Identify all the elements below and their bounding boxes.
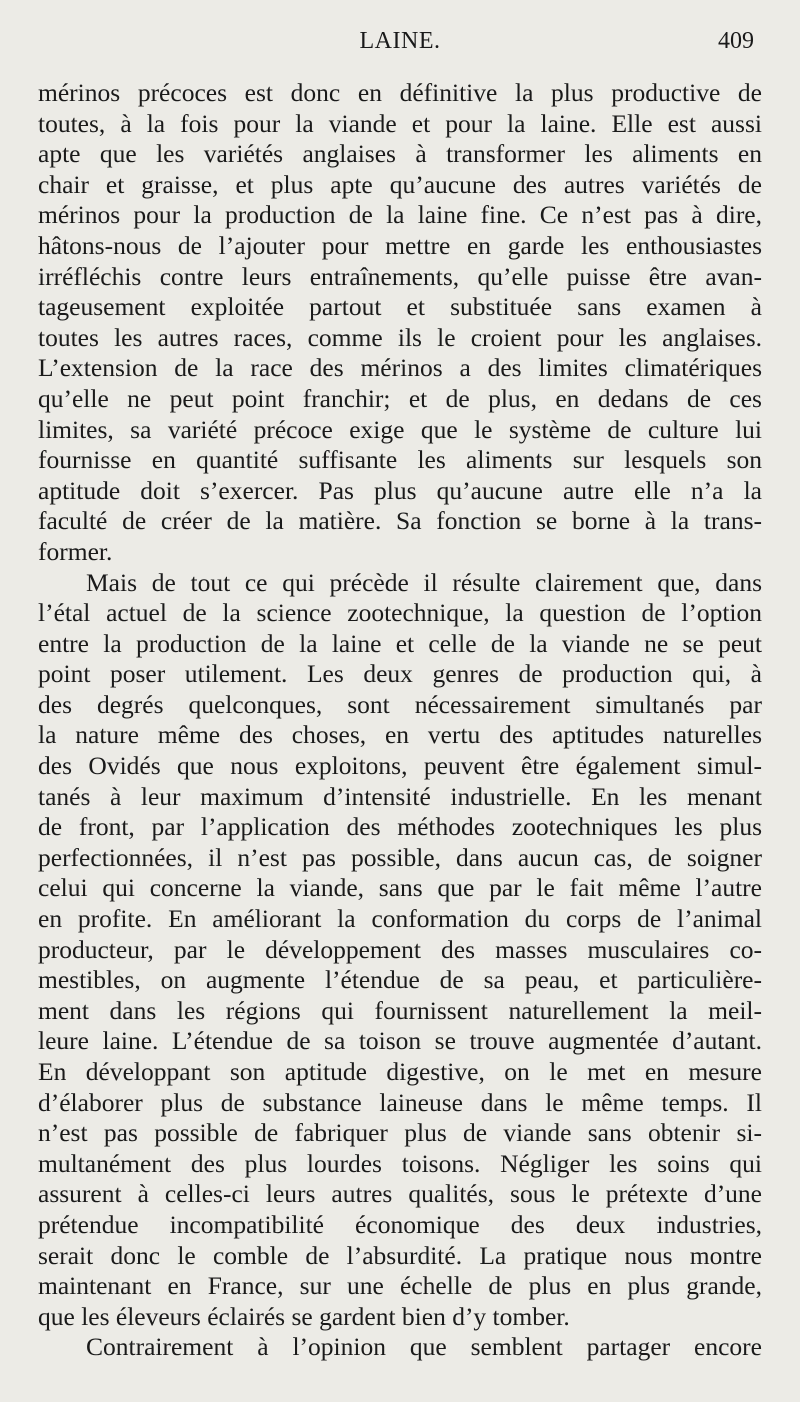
text-line: Mais de tout ce qui précède il résulte clairement que, dans — [86, 567, 762, 597]
text-line: hâtons-nous de l’ajouter pour mettre en garde les enthousiastes — [38, 230, 762, 260]
text-line: la nature même des choses, en vertu des aptitudes naturelles — [38, 720, 762, 750]
running-title: LAINE. — [359, 28, 441, 54]
text-line: faculté de créer de la matière. Sa fonction se borne à la trans- — [38, 506, 762, 536]
text-line: Contrairement à l’opinion que semblent partager encore — [86, 1332, 762, 1362]
text-line: limites, sa variété précoce exige que le système de culture lui — [38, 414, 762, 444]
text-line: prétendue incompatibilité économique des deux industries, — [38, 1209, 762, 1239]
text-line: maintenant en France, sur une échelle de plus en plus grande, — [38, 1271, 762, 1301]
page-header — [38, 28, 762, 62]
text-line: toutes, à la fois pour la viande et pour la laine. Elle est aussi — [38, 108, 762, 138]
body-text — [38, 78, 762, 1363]
text-line: irréfléchis contre leurs entraînements, qu’elle puisse être avan- — [38, 261, 762, 291]
text-line: en profite. En améliorant la conformation du corps de l’animal — [38, 904, 762, 934]
text-line: mérinos précoces est donc en définitive la plus productive de — [38, 78, 762, 107]
text-line: entre la production de la laine et celle de la viande ne se peut — [38, 628, 762, 658]
text-line: n’est pas possible de fabriquer plus de viande sans obtenir si- — [38, 1118, 762, 1148]
text-line: mérinos pour la production de la laine fine. Ce n’est pas à dire, — [38, 200, 762, 230]
text-line: fournisse en quantité suffisante les aliments sur lesquels son — [38, 445, 762, 475]
text-line: de front, par l’application des méthodes zootechniques les plus — [38, 812, 762, 842]
text-line: des degrés quelconques, sont nécessairement simultanés par — [38, 689, 762, 719]
text-line: En développant son aptitude digestive, on le met en mesure — [38, 1057, 762, 1086]
text-line: serait donc le comble de l’absurdité. La pratique nous montre — [38, 1240, 762, 1270]
text-line: des Ovidés que nous exploitons, peuvent être également simul- — [38, 751, 762, 781]
text-line: producteur, par le développement des masses musculaires co- — [38, 934, 762, 964]
text-line: mestibles, on augmente l’étendue de sa peau, et particulière- — [38, 965, 762, 995]
text-line: perfectionnées, il n’est pas possible, dans aucun cas, de soigner — [38, 842, 762, 872]
text-line: multanément des plus lourdes toisons. Négliger les soins qui — [38, 1148, 762, 1178]
text-line: L’extension de la race des mérinos a des limites climatériques — [38, 353, 762, 383]
text-line: chair et graisse, et plus apte qu’aucune des autres variétés de — [38, 169, 762, 199]
text-line: tanés à leur maximum d’intensité industrielle. En les menant — [38, 781, 762, 811]
text-line: l’étal actuel de la science zootechnique, la question de l’option — [38, 598, 762, 628]
text-line: d’élaborer plus de substance laineuse dans le même temps. Il — [38, 1087, 762, 1117]
text-line: aptitude doit s’exercer. Pas plus qu’aucune autre elle n’a la — [38, 475, 762, 505]
text-line: qu’elle ne peut point franchir; et de plus, en dedans de ces — [38, 383, 762, 413]
text-line: apte que les variétés anglaises à transformer les aliments en — [38, 139, 762, 169]
text-line: leure laine. L’étendue de sa toison se trouve augmentée d’autant. — [38, 1026, 762, 1056]
text-line: ment dans les régions qui fournissent naturellement la meil- — [38, 995, 762, 1025]
text-line: tageusement exploitée partout et substituée sans examen à — [38, 292, 762, 322]
text-line: point poser utilement. Les deux genres de production qui, à — [38, 659, 762, 689]
page-number: 409 — [718, 28, 754, 54]
text-line: former. — [38, 536, 113, 566]
text-line: toutes les autres races, comme ils le croient pour les anglaises. — [38, 322, 762, 352]
text-line: celui qui concerne la viande, sans que par le fait même l’autre — [38, 873, 762, 903]
text-line: assurent à celles-ci leurs autres qualités, sous le prétexte d’une — [38, 1179, 762, 1209]
text-line: que les éleveurs éclairés se gardent bien d’y tomber. — [38, 1301, 570, 1331]
